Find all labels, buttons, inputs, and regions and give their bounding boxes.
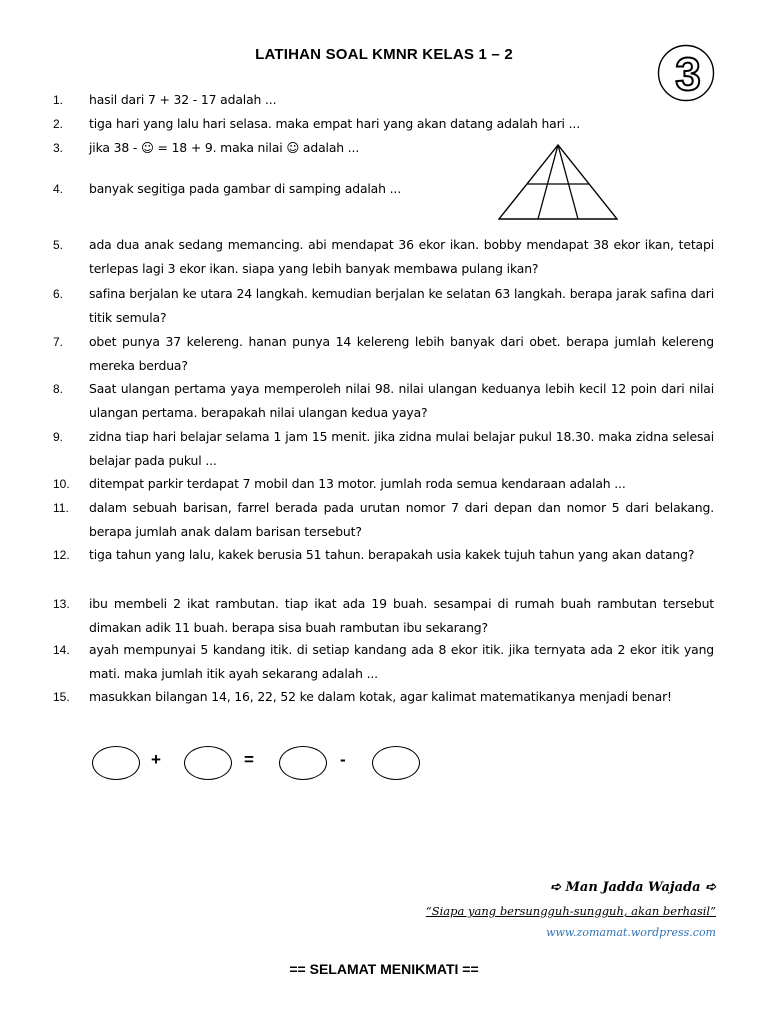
question-number: 12. — [53, 548, 70, 562]
question-text: ada dua anak sedang memancing. abi mendapat 36 ekor ikan. bobby mendapat 38 ekor ikan, tetapi terlepas lagi 3 ekor ikan. siapa yang lebih banyak membawa pulang ikan? — [89, 237, 714, 276]
question-text: dalam sebuah barisan, farrel berada pada urutan nomor 7 dari depan dan nomor 5 dari belakang. berapa jumlah anak dalam barisan tersebut? — [89, 500, 714, 539]
question-number: 7. — [53, 335, 64, 349]
question-text: tiga tahun yang lalu, kakek berusia 51 tahun. berapakah usia kakek tujuh tahun yang akan datang? — [89, 547, 695, 562]
equation-boxes — [0, 744, 768, 784]
question-number: 3. — [53, 141, 64, 155]
question-number: 10. — [53, 477, 70, 491]
minus-sign: - — [340, 750, 346, 769]
question-number: 6. — [53, 287, 64, 301]
question-text: zidna tiap hari belajar selama 1 jam 15 menit. jika zidna mulai belajar pukul 18.30. maka zidna selesai belajar pada pukul ... — [89, 429, 714, 468]
question-number: 15. — [53, 690, 70, 704]
answer-oval-3[interactable] — [279, 746, 327, 780]
question-number: 5. — [53, 238, 64, 252]
question-text: jika 38 - ☺ = 18 + 9. maka nilai ☺ adalah ... — [89, 140, 360, 155]
answer-oval-1[interactable] — [92, 746, 140, 780]
question-number: 9. — [53, 430, 64, 444]
plus-sign: + — [151, 750, 161, 769]
question-number: 4. — [53, 182, 64, 196]
website-link[interactable]: www.zomamat.wordpress.com — [546, 926, 716, 939]
triangle-figure-icon — [498, 144, 618, 220]
question-number: 8. — [53, 382, 64, 396]
question-text: ditempat parkir terdapat 7 mobil dan 13 motor. jumlah roda semua kendaraan adalah ... — [89, 476, 626, 491]
question-number: 11. — [53, 501, 69, 515]
equals-sign: = — [244, 750, 254, 769]
question-text: ayah mempunyai 5 kandang itik. di setiap kandang ada 8 ekor itik. jika ternyata ada 2 ekor itik yang mati. maka jumlah itik ayah sekarang adalah ... — [89, 642, 714, 681]
question-text: hasil dari 7 + 32 - 17 adalah ... — [89, 92, 277, 107]
closing-footer: == SELAMAT MENIKMATI == — [289, 961, 479, 977]
badge-number: 3 — [675, 48, 701, 100]
page-title: LATIHAN SOAL KMNR KELAS 1 – 2 — [255, 46, 513, 63]
question-text: ibu membeli 2 ikat rambutan. tiap ikat ada 19 buah. sesampai di rumah buah rambutan tersebut dimakan adik 11 buah. berapa sisa buah rambutan ibu sekarang? — [89, 596, 714, 635]
motto-text: ➪ Man Jadda Wajada ➪ — [550, 880, 716, 895]
question-number: 1. — [53, 93, 64, 107]
question-text: safina berjalan ke utara 24 langkah. kemudian berjalan ke selatan 63 langkah. berapa jarak safina dari titik semula? — [89, 286, 714, 325]
question-number: 13. — [53, 597, 70, 611]
question-text: masukkan bilangan 14, 16, 22, 52 ke dalam kotak, agar kalimat matematikanya menjadi benar! — [89, 689, 672, 704]
question-text: obet punya 37 kelereng. hanan punya 14 kelereng lebih banyak dari obet. berapa jumlah kelereng mereka berdua? — [89, 334, 714, 373]
motto-quote: “Siapa yang bersungguh-sungguh, akan berhasil” — [425, 904, 716, 918]
question-number: 14. — [53, 643, 70, 657]
question-text: tiga hari yang lalu hari selasa. maka empat hari yang akan datang adalah hari ... — [89, 116, 581, 131]
question-text: banyak segitiga pada gambar di samping adalah ... — [89, 181, 401, 196]
question-text: Saat ulangan pertama yaya memperoleh nilai 98. nilai ulangan keduanya lebih kecil 12 poin dari nilai ulangan pertama. berapakah nilai ulangan kedua yaya? — [89, 381, 714, 420]
answer-oval-4[interactable] — [372, 746, 420, 780]
question-number: 2. — [53, 117, 64, 131]
answer-oval-2[interactable] — [184, 746, 232, 780]
